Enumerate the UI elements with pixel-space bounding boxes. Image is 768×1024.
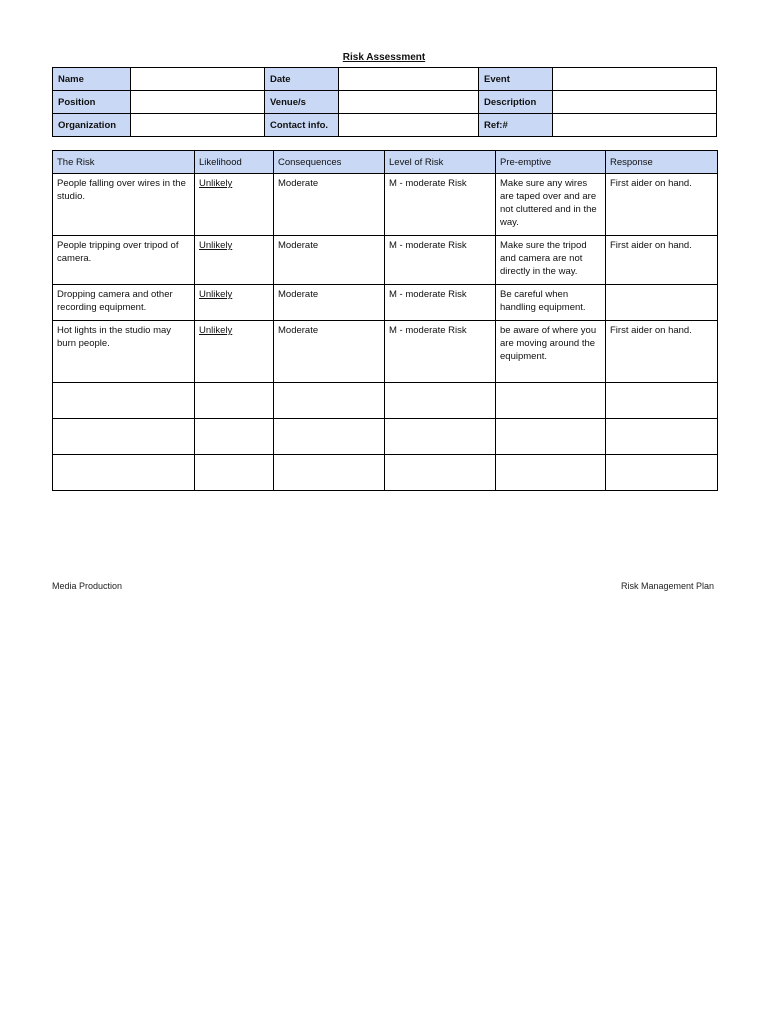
level-cell — [385, 383, 496, 419]
document-title: Risk Assessment — [342, 52, 426, 63]
info-value-description — [553, 91, 717, 114]
info-value-contact — [339, 114, 479, 137]
table-row — [53, 236, 718, 285]
level-cell: M - moderate Risk — [385, 285, 496, 321]
header-response: Response — [606, 151, 718, 174]
level-cell — [385, 455, 496, 491]
table-row — [53, 174, 718, 236]
response-cell: First aider on hand. — [606, 236, 718, 285]
preemptive-cell: be aware of where you are moving around the equipment. — [496, 321, 606, 383]
info-label-name: Name — [53, 68, 131, 91]
consequences-cell: Moderate — [274, 236, 385, 285]
table-row — [53, 321, 718, 383]
consequences-cell: Moderate — [274, 285, 385, 321]
table-row — [53, 419, 718, 455]
risk-cell — [53, 455, 195, 491]
table-row — [53, 455, 718, 491]
info-label-organization: Organization — [53, 114, 131, 137]
risk-cell — [53, 419, 195, 455]
info-row — [53, 91, 717, 114]
info-value-date — [339, 68, 479, 91]
table-row — [53, 383, 718, 419]
info-label-event: Event — [479, 68, 553, 91]
preemptive-cell — [496, 419, 606, 455]
response-cell — [606, 285, 718, 321]
likelihood-cell: Unlikely — [195, 285, 274, 321]
level-cell: M - moderate Risk — [385, 321, 496, 383]
info-row — [53, 68, 717, 91]
footer-right: Risk Management Plan — [620, 581, 714, 591]
info-value-ref — [553, 114, 717, 137]
info-value-organization — [131, 114, 265, 137]
risk-cell: Dropping camera and other recording equipment. — [53, 285, 195, 321]
response-cell — [606, 455, 718, 491]
info-label-description: Description — [479, 91, 553, 114]
info-table — [52, 67, 717, 137]
consequences-cell: Moderate — [274, 321, 385, 383]
response-cell: First aider on hand. — [606, 174, 718, 236]
risk-cell: People tripping over tripod of camera. — [53, 236, 195, 285]
preemptive-cell: Make sure any wires are taped over and are not cluttered and in the way. — [496, 174, 606, 236]
header-pre-emptive: Pre-emptive — [496, 151, 606, 174]
info-label-contact: Contact info. — [265, 114, 339, 137]
preemptive-cell: Make sure the tripod and camera are not directly in the way. — [496, 236, 606, 285]
likelihood-cell: Unlikely — [195, 236, 274, 285]
risk-cell: People falling over wires in the studio. — [53, 174, 195, 236]
likelihood-cell — [195, 455, 274, 491]
risk-header-row — [53, 151, 718, 174]
consequences-cell: Moderate — [274, 174, 385, 236]
preemptive-cell — [496, 383, 606, 419]
info-value-name — [131, 68, 265, 91]
likelihood-cell: Unlikely — [195, 321, 274, 383]
preemptive-cell: Be careful when handling equipment. — [496, 285, 606, 321]
consequences-cell — [274, 455, 385, 491]
info-value-venue — [339, 91, 479, 114]
header-consequences: Consequences — [274, 151, 385, 174]
level-cell — [385, 419, 496, 455]
preemptive-cell — [496, 455, 606, 491]
response-cell: First aider on hand. — [606, 321, 718, 383]
consequences-cell — [274, 419, 385, 455]
header-level-of-risk: Level of Risk — [385, 151, 496, 174]
response-cell — [606, 383, 718, 419]
risk-cell — [53, 383, 195, 419]
info-label-venue: Venue/s — [265, 91, 339, 114]
info-row — [53, 114, 717, 137]
info-label-date: Date — [265, 68, 339, 91]
info-value-position — [131, 91, 265, 114]
info-label-position: Position — [53, 91, 131, 114]
info-label-ref: Ref:# — [479, 114, 553, 137]
likelihood-cell — [195, 383, 274, 419]
header-the-risk: The Risk — [53, 151, 195, 174]
likelihood-cell: Unlikely — [195, 174, 274, 236]
level-cell: M - moderate Risk — [385, 236, 496, 285]
likelihood-cell — [195, 419, 274, 455]
header-likelihood: Likelihood — [195, 151, 274, 174]
level-cell: M - moderate Risk — [385, 174, 496, 236]
response-cell — [606, 419, 718, 455]
consequences-cell — [274, 383, 385, 419]
risk-cell: Hot lights in the studio may burn people. — [53, 321, 195, 383]
info-value-event — [553, 68, 717, 91]
risk-table — [52, 150, 718, 491]
footer-left: Media Production — [52, 581, 123, 591]
table-row — [53, 285, 718, 321]
